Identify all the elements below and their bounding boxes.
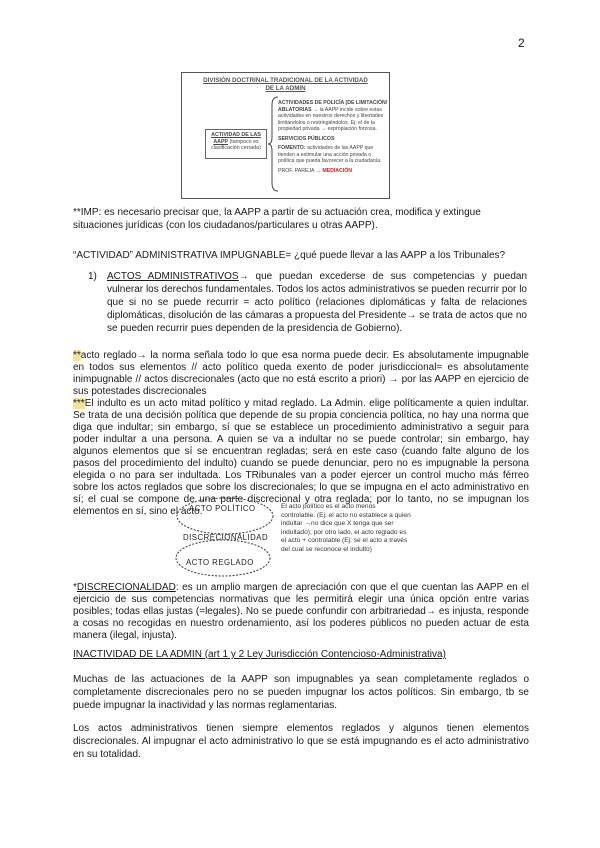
- actos-paragraph: Los actos administrativos tienen siempre elementos reglados y algunos tienen elementos discrecionales. Al impugnar el acto administrativo lo que se está impugnando es el acto administrativo en su totalidad.: [73, 723, 529, 760]
- inactividad-heading: INACTIVIDAD DE LA ADMIN (art 1 y 2 Ley Jurisdicción Contencioso-Administrativa): [73, 649, 446, 660]
- list-item-actos-administrativos: ACTOS ADMINISTRATIVOS→ que puedan excederse de sus competencias y puedan vulnerar los derechos fundamentales. Todos los actos administrativos se pueden recurrir por lo que si no se puede recurrir = acto político (relaciones diplomáticas y falta de relaciones diplomáticas, disolución de las cámaras a propuesta del Presidente→ se trata de actos que no se pueden recurrir pues dependen de la presidencia de Gobierno).: [107, 271, 528, 334]
- actividad-heading: “ACTIVIDAD” ADMINISTRATIVA IMPUGNABLE= ¿qué puede llevar a las AAPP a los Tribunales?: [73, 250, 506, 261]
- diagram-title: DIVISIÓN DOCTRINAL TRADICIONAL DE LA ACTIVIDAD DE LA ADMIN: [203, 77, 368, 92]
- aapp-activity-box: ACTIVIDAD DE LAS AAPP (tampoco es clasificación cerrada): [205, 129, 267, 159]
- discrecionalidad-label: DISCRECIONALIDAD: [183, 533, 269, 542]
- acto-reglado-label: ACTO REGLADO: [186, 558, 254, 567]
- page-number: 2: [518, 36, 525, 50]
- acts-diagram-note: El acto político es el acto menos controlable. (Ej: el acto no establece a quien indultar →no dice que X tenga que ser indultado); por otro lado, el acto reglado es el acto + controlable (Ej: se el acto a través del cual se reconoce el indulto): [281, 503, 411, 553]
- discrecionalidad-paragraph: *DISCRECIONALIDAD: es un amplio margen de apreciación con que el que cuentan las AAPP en el ejercicio de sus competencias normativas que les permitirá elegir una única opción entre varias posibles; todas ellas justas (=legales). No se puede confundir con arbitrariedad→ es injusta, responde a cosas no recogidas en nuestro ordenamiento, así los poderes públicos no pueden actuar de esta manera (ilegal, injusta).: [73, 582, 529, 641]
- activity-types: ACTIVIDADES DE POLICÍA (DE LIMITACIÓN/ ABLATORIAS → la AAPP incide sobre estas actividades en nuestros derechos y libertades limitándolos o restringiéndolos. Ej: el de la propiedad privada → expropiación forzosa. SERVICIOS PÚBLICOS FOMENTO: actividades de las AAPP que tienden a estimular una acción privada o política que pueda favorecer a la ciudadanía. PROF. PAREJA → MEDIACIÓN: [278, 100, 388, 174]
- acto-politico-label: ACTO POLÍTICO: [189, 504, 256, 513]
- list-number: 1): [88, 271, 97, 282]
- reglado-paragraph: **acto reglado→ la norma señala todo lo que esa norma puede decir. Es absolutamente impugnable en todos sus elementos // acto político queda exento de poder jurisdiccional= es absolutamente inimpugnable // actos discrecionales (acto que no está escrito a priori) → por las AAPP en ejercicio de sus potestades discrecionales ***El indulto es un acto mitad político y mitad reglado. La Admin. elige políticamente a quien indultar. Se trata de una decisión política que depende de su propia conciencia política, no hay una norma que diga que indultar; sin embargo, sí que se establece un procedimiento administrativo a seguir para poder indultar a una persona. A quien se va a indultar no se puede controlar; sin embargo, hay algunos elementos que sí se encuentran regladas; será en este caso (cuando falte alguno de los pasos del procedimiento del indulto) cuando se puede denunciar, pero no es impugnable la persona elegida o no para ser indultada. Los TRibunales van a poder ejercer un control mucho más férreo sobre los actos reglados que sobre los discrecionales; lo que se impugna en el acto administrativo en sí; el cual se compone de una parte discrecional y otra reglada; por lo tanto, no se impugnan los elementos en sí, sino el acto.: [73, 350, 529, 517]
- acts-diagram: [171, 496, 279, 578]
- muchas-paragraph: Muchas de las actuaciones de la AAPP son impugnables ya sean completamente reglados o completamente discrecionales pero no se pueden impugnar los actos políticos. Sin embargo, tb se puede impugnar la inactividad y las normas reglamentarias.: [73, 674, 529, 711]
- imp-note: **IMP: es necesario precisar que, la AAPP a partir de su actuación crea, modifica y extingue situaciones jurídicas (con los ciudadanos/particulares u otras AAPP).: [73, 207, 481, 231]
- doctrinal-division-diagram: [181, 72, 390, 199]
